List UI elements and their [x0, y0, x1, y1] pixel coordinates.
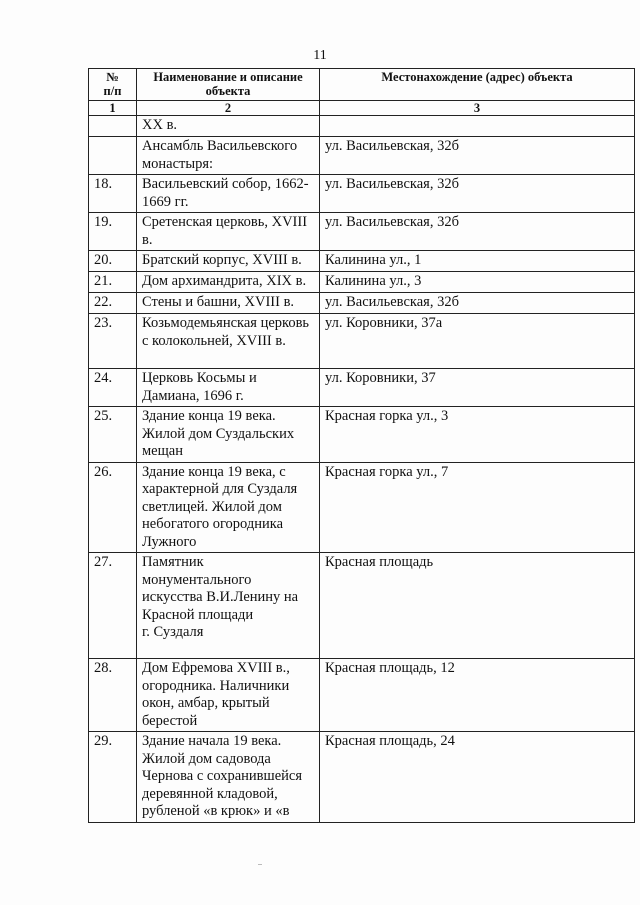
table-row: [89, 553, 635, 659]
object-address: [320, 116, 635, 137]
row-number: 29.: [89, 732, 137, 823]
object-name: Сретенская церковь, XVIII в.: [137, 213, 320, 251]
row-number: 24.: [89, 369, 137, 407]
object-address: ул. Васильевская, 32б: [320, 213, 635, 251]
table-row: [89, 251, 635, 272]
table-row: [89, 213, 635, 251]
object-name: Ансамбль Васильевского монастыря:: [137, 137, 320, 175]
row-number: 22.: [89, 293, 137, 314]
heritage-objects-table: [88, 68, 635, 823]
table-row: [89, 659, 635, 732]
object-name: Дом Ефремова XVIII в., огородника. Наличники окон, амбар, крытый берестой: [137, 659, 320, 732]
object-name: Здание конца 19 века. Жилой дом Суздальских мещан: [137, 407, 320, 463]
table-header-row: [89, 69, 635, 101]
object-address: Калинина ул., 3: [320, 272, 635, 293]
page-number: 11: [313, 48, 327, 63]
object-address: Красная площадь, 12: [320, 659, 635, 732]
object-name: Козьмодемьянская церковь с колокольней, XVIII в.: [137, 314, 320, 369]
row-number: 23.: [89, 314, 137, 369]
row-number: 28.: [89, 659, 137, 732]
table-row: [89, 175, 635, 213]
object-name: Здание начала 19 века. Жилой дом садовода Чернова с сохранившейся деревянной кладовой, рубленой «в крюк» и «в: [137, 732, 320, 823]
object-name: XX в.: [137, 116, 320, 137]
object-address: ул. Коровники, 37: [320, 369, 635, 407]
row-number: 18.: [89, 175, 137, 213]
column-number: 2: [137, 101, 320, 116]
row-number: 27.: [89, 553, 137, 659]
object-address: Калинина ул., 1: [320, 251, 635, 272]
table-row: [89, 462, 635, 553]
object-name: Стены и башни, XVIII в.: [137, 293, 320, 314]
table-row: [89, 272, 635, 293]
object-address: Красная площадь: [320, 553, 635, 659]
object-address: ул. Васильевская, 32б: [320, 293, 635, 314]
table-row: [89, 407, 635, 463]
table-row: [89, 732, 635, 823]
object-name: Памятник монументального искусства В.И.Ленину на Красной площади г. Суздаля: [137, 553, 320, 659]
row-number: 20.: [89, 251, 137, 272]
column-number: 1: [89, 101, 137, 116]
table-row: [89, 116, 635, 137]
table-row: [89, 137, 635, 175]
object-name: Дом архимандрита, XIX в.: [137, 272, 320, 293]
table-row: [89, 293, 635, 314]
row-number: [89, 116, 137, 137]
object-address: Красная площадь, 24: [320, 732, 635, 823]
column-number-row: [89, 101, 635, 116]
scan-artifact: [258, 864, 262, 865]
object-name: Церковь Косьмы и Дамиана, 1696 г.: [137, 369, 320, 407]
table-row: [89, 314, 635, 369]
header-name: Наименование и описание объекта: [137, 69, 320, 101]
header-number: № п/п: [89, 69, 137, 101]
object-name: Васильевский собор, 1662-1669 гг.: [137, 175, 320, 213]
object-address: ул. Васильевская, 32б: [320, 175, 635, 213]
row-number: 21.: [89, 272, 137, 293]
object-name: Братский корпус, XVIII в.: [137, 251, 320, 272]
object-address: ул. Коровники, 37а: [320, 314, 635, 369]
column-number: 3: [320, 101, 635, 116]
object-address: Красная горка ул., 7: [320, 462, 635, 553]
row-number: [89, 137, 137, 175]
table-row: [89, 369, 635, 407]
row-number: 25.: [89, 407, 137, 463]
object-name: Здание конца 19 века, с характерной для Суздаля светлицей. Жилой дом небогатого огородника Лужного: [137, 462, 320, 553]
row-number: 26.: [89, 462, 137, 553]
row-number: 19.: [89, 213, 137, 251]
object-address: Красная горка ул., 3: [320, 407, 635, 463]
object-address: ул. Васильевская, 32б: [320, 137, 635, 175]
header-address: Местонахождение (адрес) объекта: [320, 69, 635, 101]
